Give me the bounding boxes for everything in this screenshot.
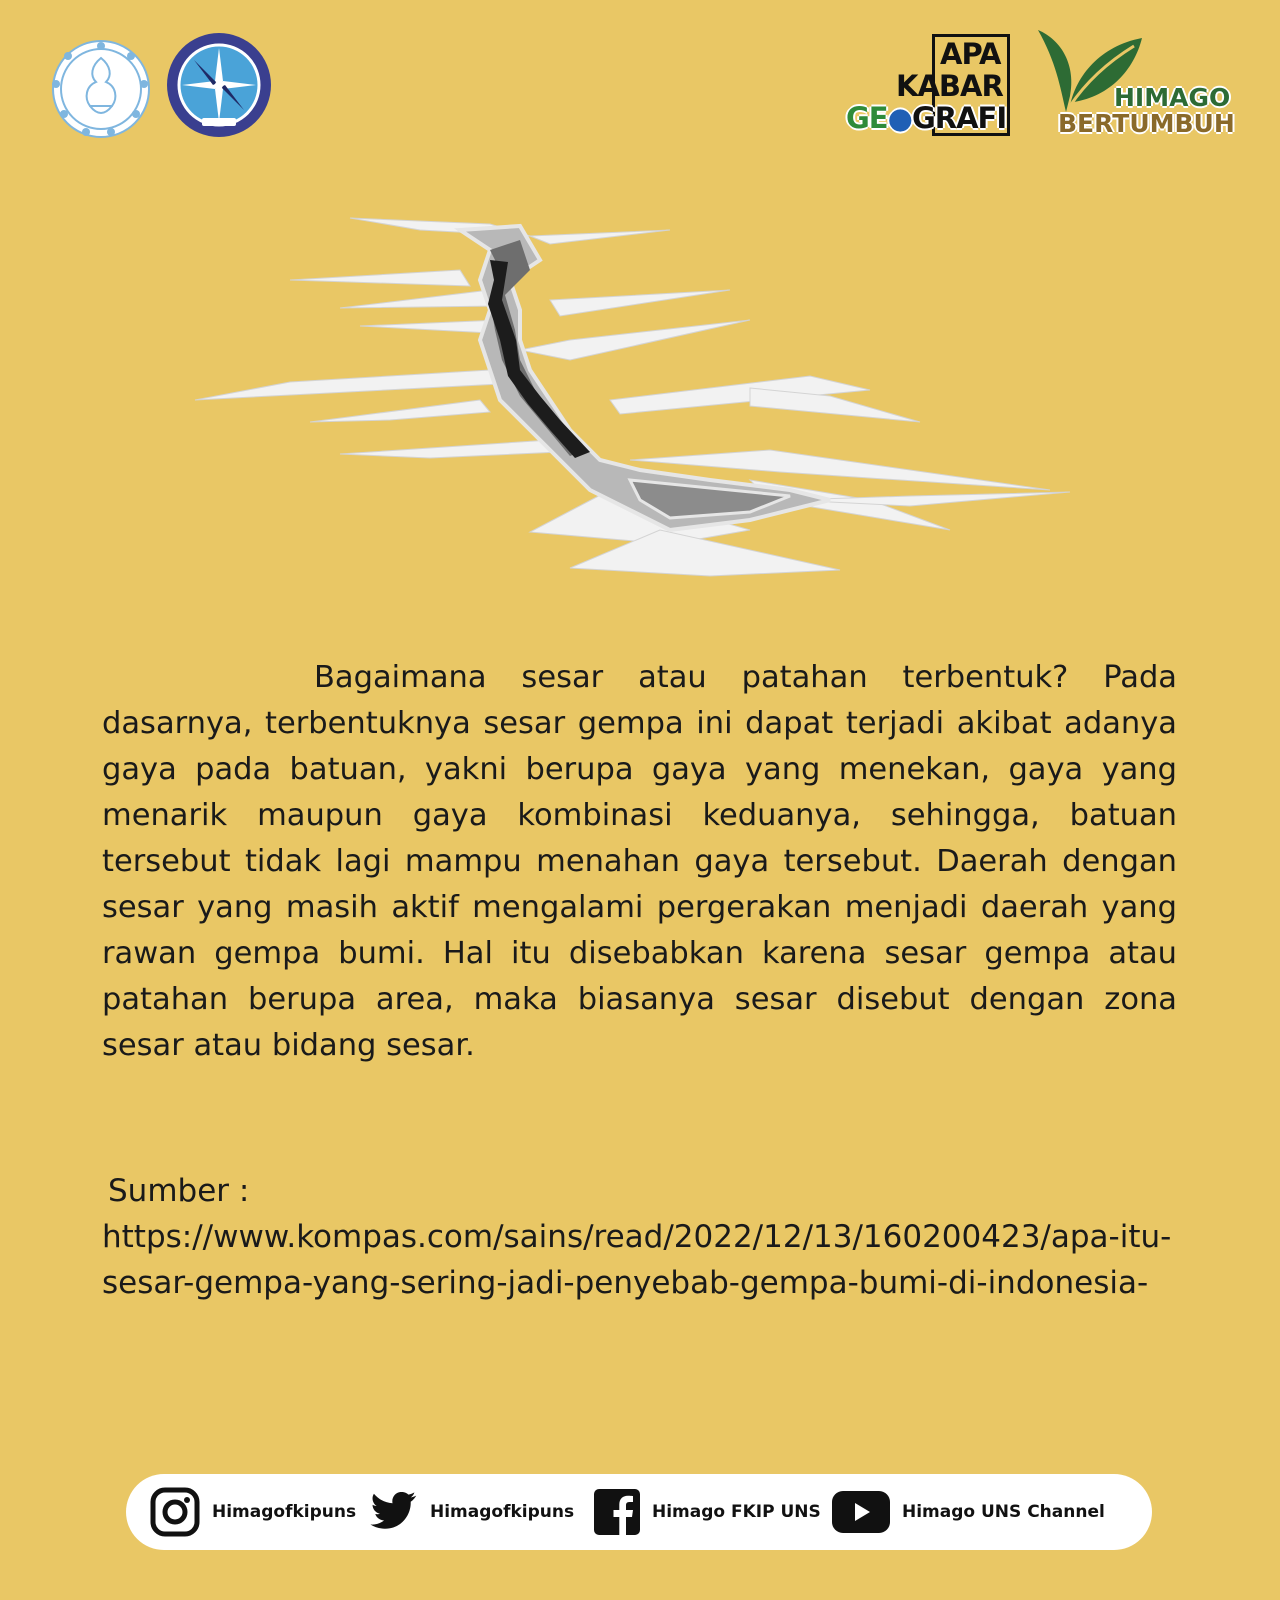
footer-instagram[interactable] [150,1474,356,1550]
logo-text-ge: GE [846,101,888,135]
source-label: Sumber : [108,1173,250,1209]
ground-crack-illustration [190,200,1080,600]
social-footer-bar [126,1474,1152,1550]
article-body [102,655,1177,1069]
footer-twitter-label: Himagofkipuns [430,1502,575,1522]
youtube-icon [832,1491,890,1533]
logo-text-kabar: KABAR [896,69,1003,103]
facebook-icon [594,1489,640,1535]
apa-kabar-geografi-logo [846,30,1016,142]
logo-text-geografi [846,102,1006,134]
footer-facebook[interactable] [594,1474,821,1550]
footer-facebook-label: Himago FKIP UNS [652,1502,821,1522]
instagram-icon [150,1487,200,1537]
himago-logo [164,30,274,140]
article-text: Bagaimana sesar atau patahan terbentuk? Pada dasarnya, terbentuknya sesar gempa ini dapat terjadi akibat adanya gaya pada batuan, yakni berupa gaya yang menekan, gaya yang menarik maupun gaya kombinasi keduanya, sehingga, batuan tersebut tidak lagi mampu menahan gaya tersebut. Daerah dengan sesar yang masih aktif mengalami pergerakan menjadi daerah yang rawan gempa bumi. Hal itu disebabkan karena sesar gempa atau patahan berupa area, maka biasanya sesar disebut dengan zona sesar atau bidang sesar. [102,660,1177,1063]
logo-text-bertumbuh: BERTUMBUH [1058,109,1235,138]
globe-icon: ● [887,101,912,135]
logo-text-himago: HIMAGO [1114,83,1231,112]
source-url[interactable]: https://www.kompas.com/sains/read/2022/12/13/160200423/apa-itu-sesar-gempa-yang-sering-jadi-penyebab-gempa-bumi-di-indonesia- [102,1219,1172,1301]
footer-youtube[interactable] [832,1474,1105,1550]
footer-twitter[interactable] [370,1474,574,1550]
himago-bertumbuh-logo [1030,26,1240,142]
uns-logo [46,36,156,142]
footer-instagram-label: Himagofkipuns [212,1502,357,1522]
logo-text-grafi: GRAFI [911,101,1007,135]
footer-youtube-label: Himago UNS Channel [902,1502,1105,1522]
logo-text-apa: APA [940,37,1001,71]
twitter-icon [370,1492,418,1532]
